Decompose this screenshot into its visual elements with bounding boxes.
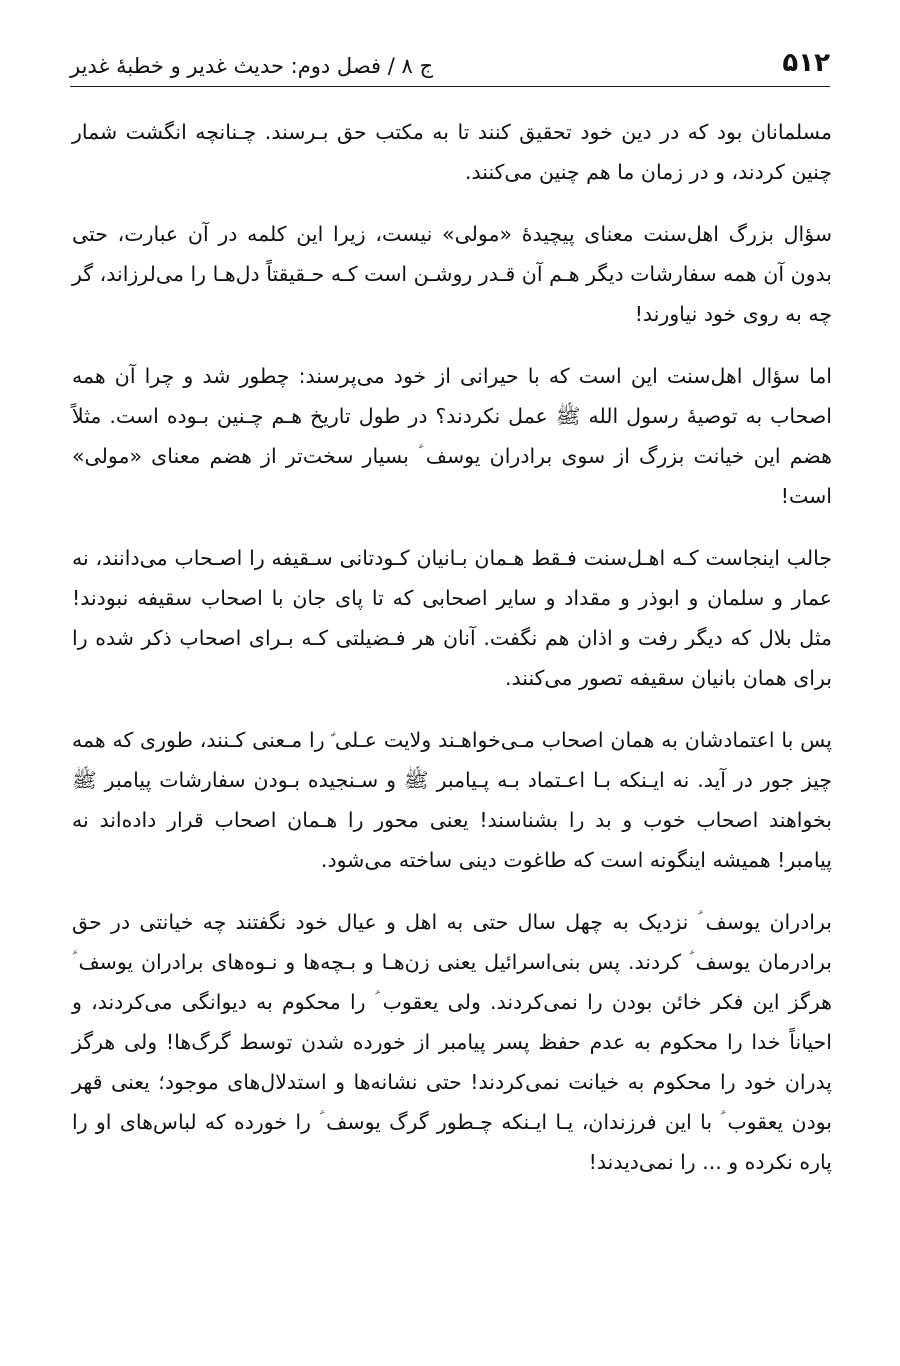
- paragraph: مسلمانان بود که در دین خود تحقیق کنند تا به مکتب حق بـرسند. چـنانچه انگشت شمار چنین کردند، و در زمان ما هم چنین می‌کنند.: [72, 120, 832, 184]
- body-text: [72, 112, 832, 1204]
- paragraph: برادران یوسف ؑ نزدیک به چهل سال حتی به اهل و عیال خود نگفتند چه خیانتی در حق برادرمان یوسف ؑ کردند. پس بنی‌اسرائیل یعنی زن‌هـا و بـچه‌ها و نـوه‌های برادران یوسف ؑ هرگز این فکر خائن بودن را نمی‌کردند. ولی یعقوب ؑ را محکوم به دیوانگی می‌کردند، و احیاناً خدا را محکوم به عدم حفظ پسر پیامبر از خورده شدن توسط گرگ‌ها! ولی هرگز پدران خود را محکوم به خیانت نمی‌کردند! حتی نشانه‌ها و استدلال‌های موجود؛ یعنی قهر بودن یعقوب ؑ با این فرزندان، یـا ایـنکه چـطور گرگ یوسف ؑ را خورده که لباس‌های او را پاره نکرده و ... را نمی‌دیدند!: [72, 910, 832, 1174]
- paragraph: سؤال بزرگ اهل‌سنت معنای پیچیدهٔ «مولی» نیست، زیرا این کلمه در آن عبارت، حتی بدون آن همه سفارشات دیگر هـم آن قـدر روشـن است کـه حـقیقتاً دل‌هـا را می‌لرزاند، گر چه به روی خود نیاورند!: [72, 222, 832, 326]
- paragraph: جالب اینجاست کـه اهـل‌سنت فـقط هـمان بـانیان کـودتانی سـقیفه را اصـحاب می‌دانند، نه عمار و سلمان و ابوذر و مقداد و سایر اصحابی که تا پای جان با اصحاب سقیفه نبودند! مثل بلال که دیگر رفت و اذان هم نگفت. آنان هر فـضیلتی کـه بـرای اصحاب ذکر شده را برای همان بانیان سقیفه تصور می‌کنند.: [72, 546, 832, 690]
- page-header: [70, 28, 830, 87]
- page-number: ۵۱۲: [782, 48, 830, 78]
- paragraph: پس با اعتمادشان به همان اصحاب مـی‌خواهـند ولایت عـلی ؑ را مـعنی کـنند، طوری که همه چیز جور در آید. نه ایـنکه بـا اعـتماد بـه پـیامبر ﷺ و سـنجیده بـودن سفارشات پیامبر ﷺ بخواهند اصحاب خوب و بد را بشناسند! یعنی محور را هـمان اصحاب قرار داده‌اند نه پیامبر! همیشه اینگونه است که طاغوت دینی ساخته می‌شود.: [72, 728, 832, 872]
- paragraph: اما سؤال اهل‌سنت این است که با حیرانی از خود می‌پرسند: چطور شد و چرا آن همه اصحاب به توصیهٔ رسول الله ﷺ عمل نکردند؟ در طول تاریخ هـم چـنین بـوده است. مثلاً هضم این خیانت بزرگ از سوی برادران یوسف ؑ بسیار سخت‌تر از هضم معنای «مولی» است!: [72, 364, 832, 508]
- running-title: ج ۸ / فصل دوم: حدیث غدیر و خطبهٔ غدیر: [70, 54, 434, 78]
